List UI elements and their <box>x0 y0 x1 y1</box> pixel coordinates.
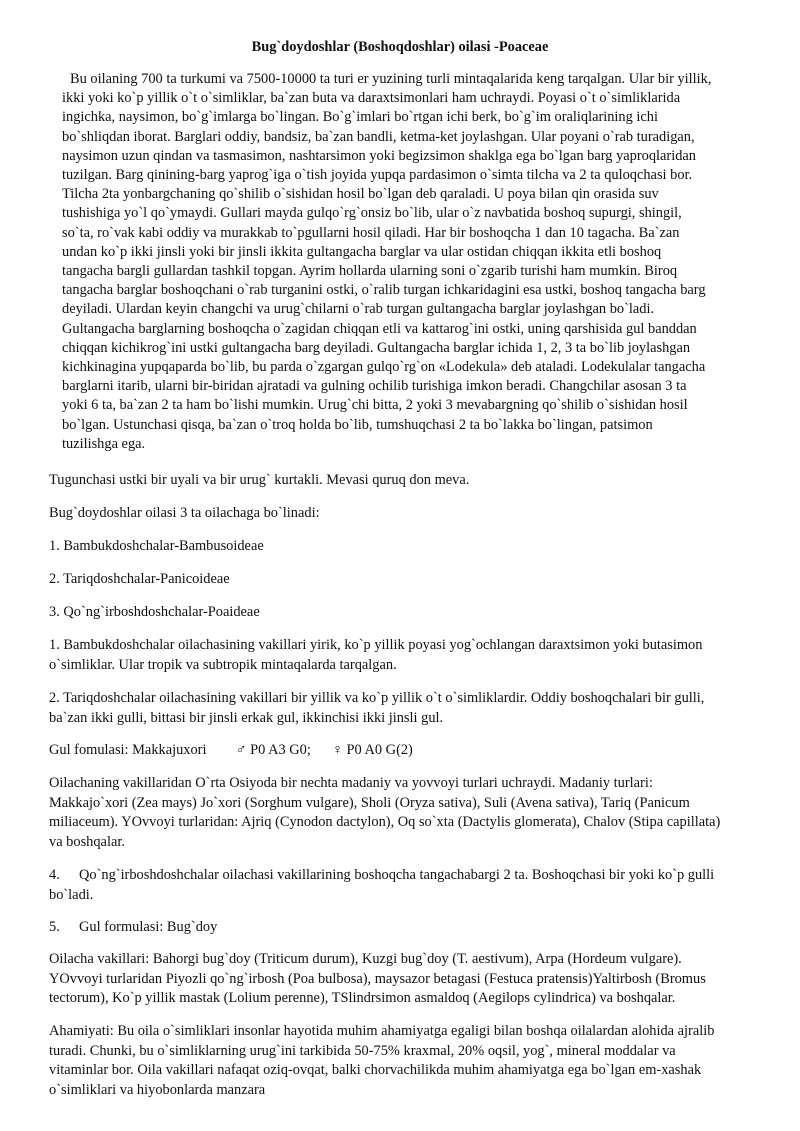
list-item-4-text: Qo`ng`irboshdoshchalar oilachasi vakillarining boshoqcha tangachabargi 2 ta. Boshoqchasi bir yoki ko`p gulli bo`ladi. <box>49 867 715 903</box>
paragraph-vakillari: Oilacha vakillari: Bahorgi bug`doy (Triticum durum), Kuzgi bug`doy (T. aestivum), Arpa (Hordeum vulgare). YOvvoyi turlaridan Piyozli qo`ng`irbosh (Poa bulbosa), maysazor betagasi (Festuca pratensis)Yaltirbosh (Bromus tectorum), Ko`p yillik mastak (Lolium perenne), TSlindrsimon asmaldoq (Aegilops cylindrica) va boshqalar. <box>49 951 706 1006</box>
list-item-4-number: 4. <box>49 867 60 883</box>
list-item-5-number: 5. <box>49 919 60 935</box>
subfamily-item-1: 1. Bambukdoshchalar-Bambusoideae <box>49 538 264 554</box>
formula-female: ♀ P0 A0 G(2) <box>332 742 413 758</box>
paragraph-bambuk: 1. Bambukdoshchalar oilachasining vakillari yirik, ko`p yillik poyasi yog`ochlangan daraxtsimon yoki butasimon o`simliklar. Ular tropik va subtropik mintaqalarda tarqalgan. <box>49 637 703 673</box>
document-title: Bug`doydoshlar (Boshoqdoshlar) oilasi -Poaceae <box>251 39 549 55</box>
paragraph-ahamiyati: Ahamiyati: Bu oila o`simliklari insonlar hayotida muhim ahamiyatga egaligi bilan boshqa oilalardan alohida ajralib turadi. Chunki, bu o`simliklarning urug`ini tarkibida 50-75% kraxmal, 20% oqsil, yog`, mineral moddalar va vitaminlar bor. Oila vakillari nafaqat oziq-ovqat, balki chorvachilikda muhim ahamiyatga ega bo`lgan em-xashak o`simliklari va hiyobonlarda manzara <box>49 1023 715 1098</box>
list-item-5 <box>49 918 734 938</box>
paragraph-tugunchasi: Tugunchasi ustki bir uyali va bir urug` kurtakli. Mevasi quruq don meva. <box>49 472 470 488</box>
formula-line <box>49 741 734 761</box>
paragraph-oilachaning: Oilachaning vakillaridan O`rta Osiyoda bir nechta madaniy va yovvoyi turlari uchraydi. Madaniy turlari: Makkajo`xori (Zea mays) Jo`xori (Sorghum vulgare), Sholi (Oryza sativa), Suli (Avena sativa), Tariq (Panicum miliaceum). YOvvoyi turlaridan: Ajriq (Cynodon dactylon), Oq so`xta (Dactylis glomerata), Chalov (Stipa capillata) va boshqalar. <box>49 775 721 850</box>
paragraph-tariq: 2. Tariqdoshchalar oilachasining vakillari bir yillik va ko`p yillik o`t o`simliklardir. Oddiy boshoqchalari bir gulli, ba`zan ikki gulli, bittasi bir jinsli erkak gul, ikkinchisi ikki jinsli gul. <box>49 690 705 726</box>
paragraph-subfamilies-intro: Bug`doydoshlar oilasi 3 ta oilachaga bo`linadi: <box>49 505 320 521</box>
formula-male: ♂ P0 A3 G0; <box>235 742 311 758</box>
list-item-4 <box>49 866 734 905</box>
formula-label: Gul fomulasi: Makkajuxori <box>49 742 207 758</box>
subfamily-item-2: 2. Tariqdoshchalar-Panicoideae <box>49 571 230 587</box>
subfamily-item-3: 3. Qo`ng`irboshdoshchalar-Poaideae <box>49 604 260 620</box>
list-item-5-text: Gul formulasi: Bug`doy <box>79 919 218 935</box>
intro-paragraph: Bu oilaning 700 ta turkumi va 7500-10000 ta turi er yuzining turli mintaqalarida keng tarqalgan. Ular bir yillik, ikki yoki ko`p yillik o`t o`simliklar, ba`zan buta va daraxtsimonlari ham uchraydi. Poyasi o`t o`simliklarida ingichka, naysimon, bo`g`imlarga bo`lingan. Bo`g`imlari bo`rtgan ichi berk, bo`g`im oraliqlarining ichi bo`shliqdan iborat. Barglari oddiy, bandsiz, ba`zan bandli, ketma-ket joylashgan. Ular poyani o`rab turadigan, naysimon uzun qindan va tasmasimon, nashtarsimon yoki begizsimon shaklga ega bo`lgan barg yaproqlaridan tuzilgan. Barg qinining-barg yaprog`iga o`tish joyida yupqa pardasimon o`simta tilcha va 2 ta quloqchasi bor. Tilcha 2ta yonbargchaning qo`shilib o`sishidan hosil bo`lgan deb qaraladi. U poya bilan qin orasida suv tushishiga yo`l qo`ymaydi. Gullari mayda gulqo`rg`onsiz bo`lib, ular o`z navbatida boshoq supurgi, shingil, so`ta, ro`vak kabi oddiy va murakkab to`pgullarni hosil qiladi. Har bir boshoqcha 1 dan 10 tagacha. Ba`zan undan ko`p ikki jinsli yoki bir jinsli ikkita gultangacha barglar va ular ostidan chiqqan ikkita etli boshoq tangacha bargli gullardan tashkil topgan. Ayrim hollarda ularning soni o`zgarib turishi ham mumkin. Biroq tangacha barglar boshoqchani o`rab turganini ostki, o`ralib turgan ichkaridagini esa ustki, boshoq tangacha barg deyiladi. Ulardan keyin changchi va urug`chilarni o`rab turgan gultangacha barglar joylashgan bo`ladi. Gultangacha barglarning boshoqcha o`zagidan chiqqan etli va kattarog`ini ostki, uning qarshisida gul banddan chiqqan kichikrog`ini ustki gultangacha barg deyiladi. Gultangacha barglar ichida 1, 2, 3 ta bo`lib joylashgan kichkinagina yupqaparda bo`lib, bu parda o`zgargan gulqo`rg`on «Lodekula» deb ataladi. Lodekulalar tangacha barglarni itarib, ularni bir-biridan ajratadi va gulning ochilib turishiga imkon beradi. Changchilar asosan 3 ta yoki 6 ta, ba`zan 2 ta ham bo`lishi mumkin. Urug`chi bitta, 2 yoki 3 mevabargning qo`shilib o`sishidan hosil bo`lgan. Ustunchasi qisqa, ba`zan o`troq holda bo`lib, tumshuqchasi 2 ta bo`lakka bo`lingan, patsimon tuzilishga ega. <box>62 71 712 452</box>
